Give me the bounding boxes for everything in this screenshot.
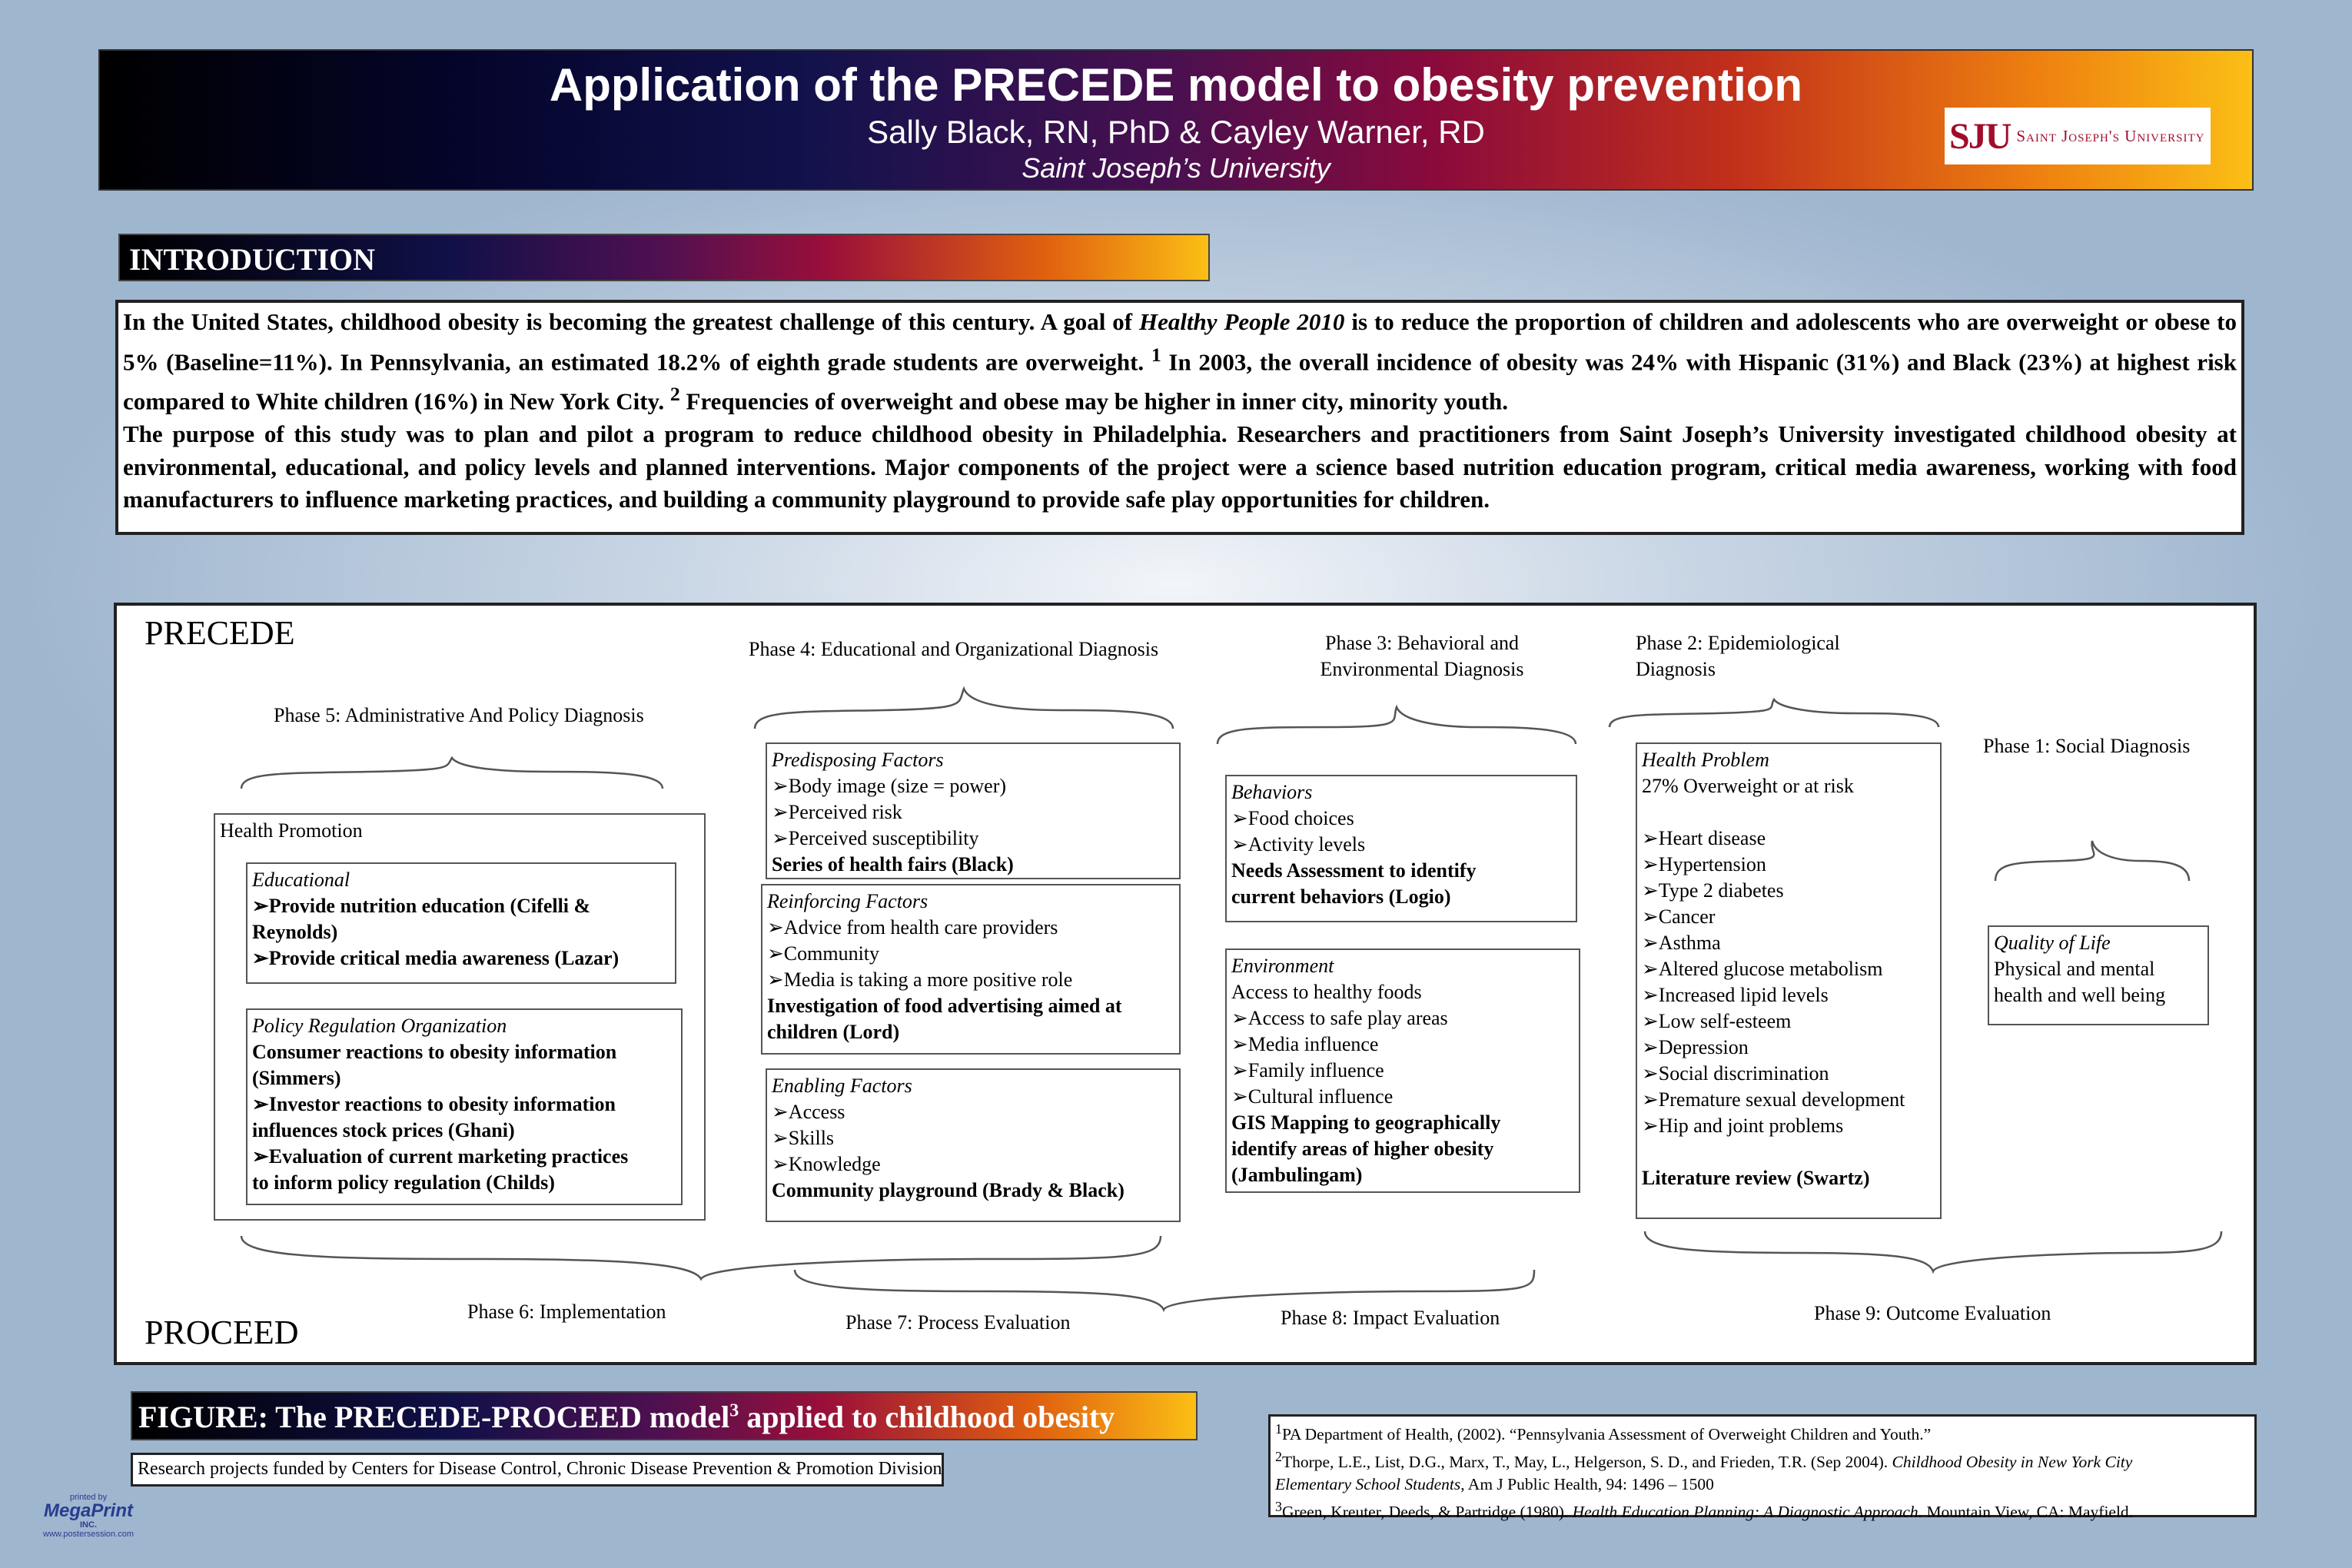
environment-item-1: ➢ Access to safe play areas: [1231, 1005, 1574, 1031]
reference-3-text-a: Green, Kreuter, Deeds, & Partridge (1980).: [1281, 1503, 1573, 1522]
reinforcing-item-2: ➢ Community: [767, 941, 1174, 967]
poster-authors: Sally Black, RN, PhD & Cayley Warner, RD: [867, 114, 1485, 150]
health-problem-project: Literature review (Swartz): [1642, 1167, 1870, 1189]
educational-item-1-cont: Reynolds): [252, 921, 338, 943]
printer-name: MegaPrint: [43, 1500, 133, 1521]
health-problem-item-8: ➢ Low self-esteem: [1642, 1008, 1935, 1035]
behaviors-heading: Behaviors: [1231, 781, 1313, 803]
behaviors-item-2: ➢ Activity levels: [1231, 832, 1571, 858]
phase-2-line-2: Diagnosis: [1636, 658, 1716, 680]
enabling-heading: Enabling Factors: [772, 1075, 912, 1097]
health-problem-item-12: ➢ Hip and joint problems: [1642, 1113, 1935, 1139]
phase-1-label: Phase 1: Social Diagnosis: [1983, 735, 2191, 757]
environment-project-cont: identify areas of higher obesity: [1231, 1138, 1494, 1160]
policy-item-2: ➢ Investor reactions to obesity information: [252, 1091, 676, 1118]
environment-item-2: ➢ Media influence: [1231, 1031, 1574, 1058]
figure-caption-ref: 3: [729, 1400, 739, 1421]
enabling-item-3: ➢ Knowledge: [772, 1151, 1174, 1178]
enabling-item-2: ➢ Skills: [772, 1125, 1174, 1151]
university-logo: [1945, 108, 2211, 164]
introduction-paragraph-2: The purpose of this study was to plan and pilot a program to reduce childhood obesity in Philadelphia. Researchers and practitioners from Saint Joseph’s University investigated childhood obesity at environmental, educational, and policy levels and planned interventions. Major components of the project were a science based nutrition education program, critical media awareness, working with food manufacturers to influence marketing practices, and building a community playground to provide safe play opportunities for children.: [123, 420, 2237, 513]
health-problem-item-2: ➢ Hypertension: [1642, 852, 1935, 878]
policy-item-3: ➢ Evaluation of current marketing practices: [252, 1144, 676, 1170]
environment-heading: Environment: [1231, 955, 1334, 977]
poster-university: Saint Joseph’s University: [1022, 152, 1330, 184]
poster-title: Application of the PRECEDE model to obesity prevention: [549, 59, 1803, 111]
intro-emphasis: Healthy People 2010: [1138, 308, 1345, 335]
funding-note: Research projects funded by Centers for Disease Control, Chronic Disease Prevention & Promotion Division: [131, 1453, 944, 1487]
environment-first: Access to healthy foods: [1231, 981, 1422, 1003]
predisposing-project: Series of health fairs (Black): [772, 853, 1014, 875]
behaviors-project-cont: current behaviors (Logio): [1231, 885, 1451, 908]
phase-2-line-1: Phase 2: Epidemiological: [1636, 632, 1840, 654]
behaviors-box: [1225, 775, 1577, 922]
health-problem-item-4: ➢ Cancer: [1642, 904, 1935, 930]
reinforcing-project: Investigation of food advertising aimed at: [767, 995, 1122, 1017]
phase-2-brace: [1608, 698, 1940, 729]
behaviors-project: Needs Assessment to identify: [1231, 859, 1477, 882]
health-problem-item-10: ➢ Social discrimination: [1642, 1061, 1935, 1087]
educational-box: [246, 862, 676, 984]
reference-2-cont: [1275, 1473, 2250, 1496]
intro-text-b: is to reduce the proportion of children and adolescents who are overweight or obese to 5% (Baseline=11%). In Pennsylvania, an estimated 18.2% of eighth grade students are overweight.: [123, 308, 2237, 375]
enabling-item-1: ➢ Access: [772, 1099, 1174, 1125]
quality-of-life-heading: Quality of Life: [1994, 932, 2111, 954]
intro-ref-2: 2: [669, 383, 680, 406]
logo-text: Saint Joseph's University: [2016, 126, 2205, 145]
environment-box: [1225, 948, 1580, 1193]
reference-3-text-b: Mountain View, CA: Mayfield.: [1922, 1503, 2134, 1522]
reference-1-text: PA Department of Health, (2002). “Pennsylvania Assessment of Overweight Children and Youth.”: [1281, 1425, 1932, 1444]
intro-text-c: In 2003, the overall incidence of obesity was 24% with Hispanic (31%) and Black (23%) at highest risk compared to White children (16%) in New York City.: [123, 347, 2237, 415]
enabling-project: Community playground (Brady & Black): [772, 1179, 1125, 1201]
predisposing-item-1: ➢ Body image (size = power): [772, 773, 1174, 799]
environment-item-3: ➢ Family influence: [1231, 1058, 1574, 1084]
phase-8-label: Phase 8: Impact Evaluation: [1281, 1307, 1500, 1329]
reference-1: [1275, 1418, 2250, 1446]
environment-project: GIS Mapping to geographically: [1231, 1111, 1501, 1134]
health-problem-first: 27% Overweight or at risk: [1642, 775, 1854, 797]
reference-1-number: 1: [1275, 1421, 1282, 1437]
introduction-paragraph-1: [123, 306, 2237, 418]
policy-item-3-cont: to inform policy regulation (Childs): [252, 1171, 555, 1194]
phase-2-label: [1636, 630, 1840, 683]
intro-text-a: In the United States, childhood obesity is becoming the greatest challenge of this century. A goal of: [123, 308, 1139, 335]
health-problem-box: [1636, 742, 1942, 1219]
predisposing-factors-box: [766, 742, 1181, 879]
health-problem-item-11: ➢ Premature sexual development: [1642, 1087, 1935, 1113]
policy-item-1-cont: (Simmers): [252, 1067, 341, 1089]
figure-caption-b: applied to childhood obesity: [739, 1400, 1115, 1434]
figure-caption: [131, 1391, 1198, 1440]
reference-3-title: Health Education Planning: A Diagnostic Approach.: [1572, 1503, 1923, 1522]
health-problem-item-7: ➢ Increased lipid levels: [1642, 982, 1935, 1008]
reinforcing-item-3: ➢ Media is taking a more positive role: [767, 967, 1174, 993]
reinforcing-project-cont: children (Lord): [767, 1021, 900, 1043]
environment-item-4: ➢ Cultural influence: [1231, 1084, 1574, 1110]
phase-3-line-2: Environmental Diagnosis: [1320, 658, 1524, 680]
policy-item-1: Consumer reactions to obesity information: [252, 1041, 617, 1063]
phase-5-label: Phase 5: Administrative And Policy Diagnosis: [274, 704, 644, 726]
health-problem-item-3: ➢ Type 2 diabetes: [1642, 878, 1935, 904]
reference-2-text-a: Thorpe, L.E., List, D.G., Marx, T., May, L., Helgerson, S. D., and Frieden, T.R. (Sep 2004).: [1281, 1453, 1892, 1472]
phase-3-label: [1291, 630, 1553, 683]
reinforcing-heading: Reinforcing Factors: [767, 890, 929, 912]
intro-text-d: Frequencies of overweight and obese may be higher in inner city, minority youth.: [679, 387, 1509, 415]
figure-caption-a: FIGURE: The PRECEDE-PROCEED model: [138, 1400, 730, 1434]
reference-2-title-cont: Elementary School Students: [1275, 1475, 1461, 1494]
quality-of-life-line-2: health and well being: [1994, 984, 2166, 1006]
phase-5-brace: [240, 756, 664, 790]
predisposing-item-3: ➢ Perceived susceptibility: [772, 826, 1174, 852]
reinforcing-factors-box: [761, 884, 1181, 1055]
phase-4-brace: [753, 687, 1174, 730]
health-problem-spacer: [1642, 799, 1935, 826]
predisposing-heading: Predisposing Factors: [772, 749, 944, 771]
reference-3-number: 3: [1275, 1499, 1282, 1515]
reference-3: [1275, 1496, 2250, 1523]
health-problem-item-6: ➢ Altered glucose metabolism: [1642, 956, 1935, 982]
phase-9-brace: [1643, 1230, 2223, 1273]
phase-1-brace: [1994, 839, 2191, 882]
educational-heading: Educational: [252, 869, 350, 891]
policy-box: [246, 1008, 683, 1205]
health-problem-item-1: ➢ Heart disease: [1642, 826, 1935, 852]
printer-url: www.postersession.com: [43, 1530, 134, 1539]
phase-9-label: Phase 9: Outcome Evaluation: [1814, 1302, 2051, 1324]
introduction-text: [115, 300, 2244, 535]
health-promotion-title: Health Promotion: [220, 819, 363, 842]
reference-2-title: Childhood Obesity in New York City: [1892, 1453, 2133, 1472]
reinforcing-item-1: ➢ Advice from health care providers: [767, 915, 1174, 941]
intro-ref-1: 1: [1151, 343, 1161, 366]
printer-logo: [23, 1493, 154, 1539]
printer-printed-by: printed by: [69, 1493, 108, 1502]
phase-3-brace: [1216, 706, 1577, 746]
phase-7-label: Phase 7: Process Evaluation: [845, 1311, 1071, 1334]
health-problem-item-9: ➢ Depression: [1642, 1035, 1935, 1061]
precede-label: PRECEDE: [145, 614, 295, 652]
health-problem-spacer-2: [1642, 1139, 1935, 1165]
introduction-heading: INTRODUCTION: [118, 234, 1210, 281]
predisposing-item-2: ➢ Perceived risk: [772, 799, 1174, 826]
printer-inc: INC.: [80, 1520, 97, 1530]
proceed-label: PROCEED: [145, 1314, 299, 1351]
educational-item-1: ➢ Provide nutrition education (Cifelli &: [252, 893, 670, 919]
logo-mark: SJU: [1949, 115, 2011, 157]
precede-proceed-figure: [114, 603, 2257, 1365]
quality-of-life-line-1: Physical and mental: [1994, 958, 2155, 980]
reference-2-number: 2: [1275, 1449, 1282, 1465]
phase-6-label: Phase 6: Implementation: [467, 1301, 666, 1323]
poster-header: [98, 49, 2254, 191]
enabling-factors-box: [766, 1068, 1181, 1222]
reference-2: [1275, 1446, 2250, 1473]
health-problem-item-5: ➢ Asthma: [1642, 930, 1935, 956]
educational-item-2: ➢ Provide critical media awareness (Lazar): [252, 945, 670, 972]
behaviors-item-1: ➢ Food choices: [1231, 806, 1571, 832]
policy-heading: Policy Regulation Organization: [252, 1015, 507, 1037]
phase-3-line-1: Phase 3: Behavioral and: [1325, 632, 1519, 654]
environment-project-cont-2: (Jambulingam): [1231, 1164, 1363, 1186]
references-box: [1268, 1414, 2257, 1522]
policy-item-2-cont: influences stock prices (Ghani): [252, 1119, 515, 1141]
phase-4-label: Phase 4: Educational and Organizational Diagnosis: [749, 638, 1159, 660]
reference-2-text-b: , Am J Public Health, 94: 1496 – 1500: [1460, 1475, 1714, 1494]
health-problem-heading: Health Problem: [1642, 749, 1769, 771]
quality-of-life-box: [1988, 925, 2209, 1025]
